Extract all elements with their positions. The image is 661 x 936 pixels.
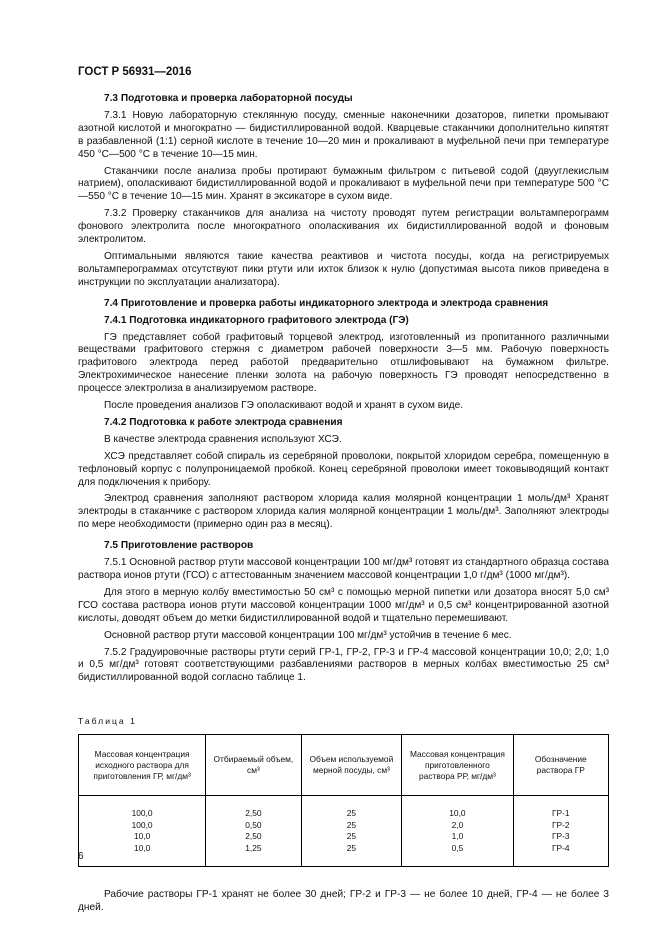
table-caption: Таблица 1 <box>78 716 137 727</box>
solutions-table <box>78 734 609 867</box>
paragraph: ГЭ представляет собой графитовый торцевой электрод, изготовленный из пропитанного различными веществами графитового стержня с диаметром рабочей поверхности 3—5 мм. Рабочую поверхность графитового электрода перед работой предварительно отшлифовывают на бумажном фильтре. Электрохимическое нанесение пленки золота на рабочую поверхность ГЭ проводят непосредственно в процессе электролиза в анализируемом растворе. <box>78 331 609 395</box>
document-body <box>78 93 609 919</box>
table-cell: 0,5 <box>402 843 513 867</box>
storage-note: Рабочие растворы ГР-1 хранят не более 30 дней; ГР-2 и ГР-3 — не более 10 дней, ГР-4 — не более 3 дней. <box>78 889 609 914</box>
table-cell: ГР-3 <box>513 831 608 843</box>
table-cell: 25 <box>301 831 402 843</box>
table-cell: 100,0 <box>79 796 206 820</box>
table-header-cell: Массовая концентрация приготовленного раствора РР, мг/дм³ <box>402 735 513 796</box>
table-cell: 1,25 <box>206 843 301 867</box>
paragraph: 7.5.1 Основной раствор ртути массовой концентрации 100 мг/дм³ готовят из стандартного образца состава раствора ионов ртути (ГСО) с аттестованным значением массовой концентрации 1,0 г/дм³ (1000 мг/дм³). <box>78 557 609 581</box>
table-cell: 25 <box>301 796 402 820</box>
section-7-3-heading: 7.3 Подготовка и проверка лабораторной посуды <box>104 93 353 104</box>
table-cell: 10,0 <box>79 843 206 867</box>
paragraph: Электрод сравнения заполняют раствором хлорида калия молярной концентрации 1 моль/дм³ Хранят электроды в стаканчике с раствором хлорида калия молярной концентрации 1 моль/дм³. Заполняют электроды по мере необходимости (примерно один раз в месяц). <box>78 493 609 531</box>
paragraph: 7.3.2 Проверку стаканчиков для анализа на чистоту проводят путем регистрации вольтамперограмм фонового электролита после многократного ополаскивания их бидистиллированной водой и фоновым электролитом. <box>78 208 609 246</box>
table-cell: 10,0 <box>79 831 206 843</box>
table-row <box>79 796 609 820</box>
table-header-cell: Отбираемый объем, см³ <box>206 735 301 796</box>
paragraph: Стаканчики после анализа пробы протирают бумажным фильтром с питьевой содой (двууглекислым натрием), ополаскивают бидистиллированной водой и прокаливают в муфельной печи при температуре 500 °С—550 °С в течение 10—15 мин. Хранят в эксикаторе в сухом виде. <box>78 165 609 203</box>
table-cell: 25 <box>301 820 402 832</box>
table-row <box>79 843 609 867</box>
paragraph: После проведения анализов ГЭ ополаскивают водой и хранят в сухом виде. <box>104 400 464 412</box>
table-cell: 100,0 <box>79 820 206 832</box>
paragraph: ХСЭ представляет собой спираль из серебряной проволоки, покрытой хлоридом серебра, помещенную в тефлоновый корпус с полупроницаемой пробкой. Конец серебряной проволоки имеет токовыводящий контакт для подключения к прибору. <box>78 450 609 488</box>
table-header-cell: Массовая концентрация исходного раствора для приготовления ГР, мг/дм³ <box>79 735 206 796</box>
table-cell: ГР-1 <box>513 796 608 820</box>
table-row <box>79 831 609 843</box>
section-7-4-heading: 7.4 Приготовление и проверка работы индикаторного электрода и электрода сравнения <box>104 297 549 309</box>
paragraph: В качестве электрода сравнения используют ХСЭ. <box>104 433 342 445</box>
table-cell: ГР-2 <box>513 820 608 832</box>
paragraph: 7.5.2 Градуировочные растворы ртути серий ГР-1, ГР-2, ГР-3 и ГР-4 массовой концентрации 10,0; 2,0; 1,0 и 0,5 мг/дм³ готовят соответствующими разбавлениями растворов в мерных колбах вместимостью 25 см³ бидистиллированной водой согласно таблице 1. <box>78 646 609 684</box>
table-cell: 2,50 <box>206 831 301 843</box>
section-7-4-1-heading: 7.4.1 Подготовка индикаторного графитового электрода (ГЭ) <box>104 314 409 326</box>
table-header-cell: Обозначение раствора ГР <box>513 735 608 796</box>
table-header-row <box>79 735 609 796</box>
table-cell: 2,50 <box>206 796 301 820</box>
paragraph: 7.3.1 Новую лабораторную стеклянную посуду, сменные наконечники дозаторов, пипетки промывают азотной кислотой и многократно — бидистиллированной водой. Кварцевые стаканчики дополнительно кипятят в разбавленной (1:1) серной кислоте в течение 10—20 мин и прокаливают в муфельной печи при температуре 450 °С—500 °С в течение 10—15 мин. <box>78 109 609 160</box>
paragraph: Оптимальными являются такие качества реактивов и чистота посуды, когда на регистрируемых вольтамперограммах отсутствуют пики ртути или ихток близок к нулю (допустимая высота пиков приведена в инструкции по эксплуатации анализатора). <box>78 250 609 288</box>
paragraph: Для этого в мерную колбу вместимостью 50 см³ с помощью мерной пипетки или дозатора вносят 5,0 см³ ГСО состава раствора ионов ртути массовой концентрации 1000 мг/дм³ и 0,5 см³ концентрированной азотной кислоты, доводят объем до метки бидистиллированной водой и тщательно перемешивают. <box>78 586 609 624</box>
table-header-cell: Объем используемой мерной посуды, см³ <box>301 735 402 796</box>
document-header: ГОСТ Р 56931—2016 <box>78 66 192 78</box>
section-7-5-heading: 7.5 Приготовление растворов <box>104 540 254 552</box>
paragraph: Основной раствор ртути массовой концентрации 100 мг/дм³ устойчив в течение 6 мес. <box>104 629 512 641</box>
table-cell: 1,0 <box>402 831 513 843</box>
table-row <box>79 820 609 832</box>
table-cell: 10,0 <box>402 796 513 820</box>
section-7-4-2-heading: 7.4.2 Подготовка к работе электрода сравнения <box>104 416 343 428</box>
table-cell: 25 <box>301 843 402 867</box>
table-cell: 0,50 <box>206 820 301 832</box>
page-number: 6 <box>78 851 84 862</box>
table-cell: ГР-4 <box>513 843 608 867</box>
table-cell: 2,0 <box>402 820 513 832</box>
